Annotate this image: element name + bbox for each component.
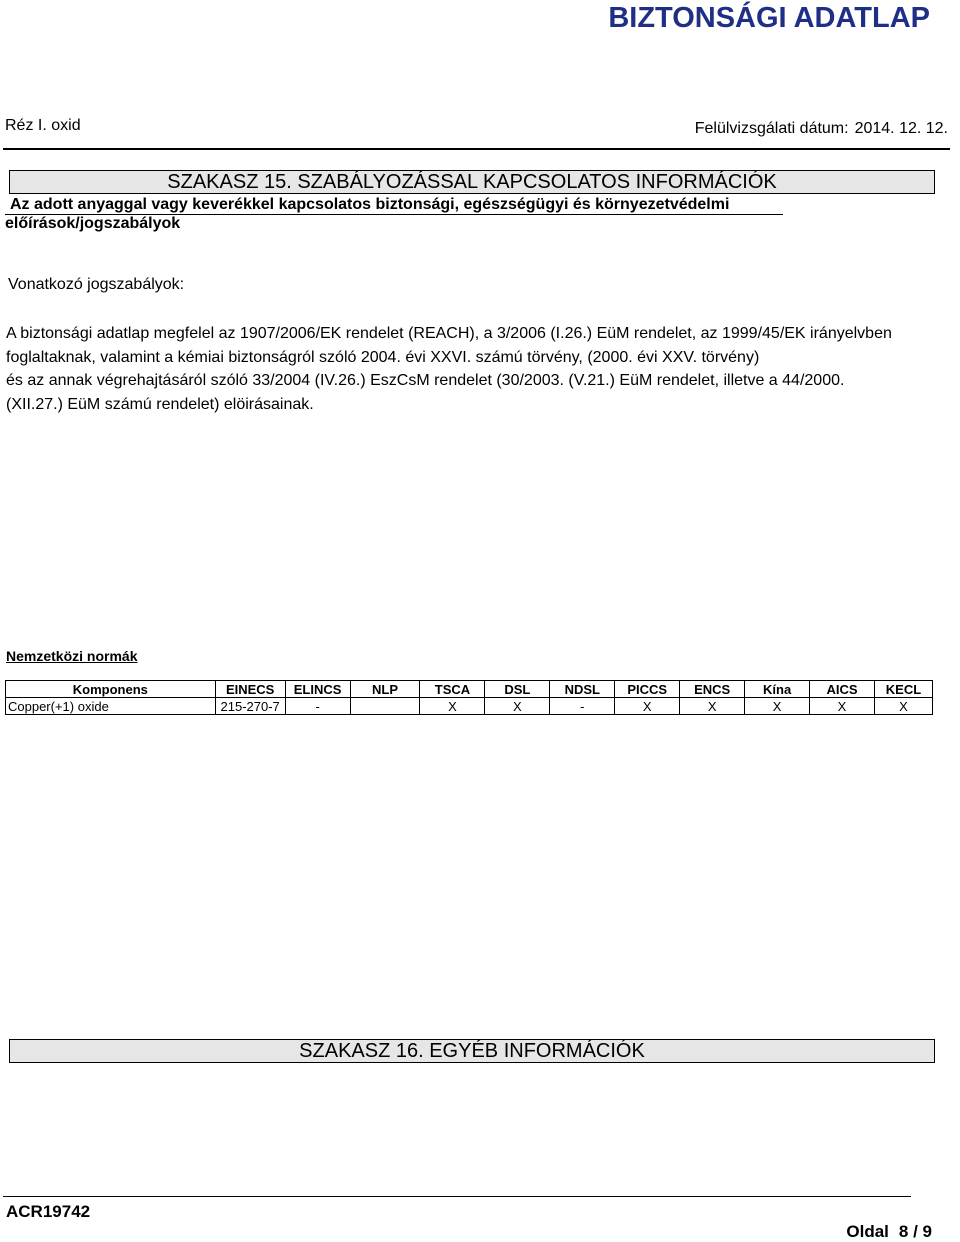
column-header: ELINCS xyxy=(285,681,350,698)
regulation-line: foglaltaknak, valamint a kémiai biztonságról szóló 2004. évi XXVI. számú törvény, (2000. évi XXV. törvény) xyxy=(6,348,760,366)
footer-divider xyxy=(3,1196,911,1197)
table-cell: X xyxy=(420,698,485,715)
table-cell: X xyxy=(745,698,810,715)
table-cell: 215-270-7 xyxy=(215,698,285,715)
column-header: NLP xyxy=(350,681,420,698)
page-label: Oldal xyxy=(846,1222,889,1241)
inventory-table xyxy=(5,680,933,715)
column-header: Komponens xyxy=(6,681,216,698)
related-regulations-label: Vonatkozó jogszabályok: xyxy=(8,276,185,293)
regulation-line: (XII.27.) EüM számú rendelet) elöirásainak. xyxy=(6,395,314,413)
section-16-title: SZAKASZ 16. EGYÉB INFORMÁCIÓK xyxy=(9,1039,935,1063)
revision-date-value: 2014. 12. 12. xyxy=(854,120,948,137)
table-cell: - xyxy=(550,698,615,715)
column-header: Kína xyxy=(745,681,810,698)
table-cell: X xyxy=(680,698,745,715)
document-code: ACR19742 xyxy=(6,1202,91,1221)
section-15-title: SZAKASZ 15. SZABÁLYOZÁSSAL KAPCSOLATOS INFORMÁCIÓK xyxy=(9,170,935,194)
column-header: DSL xyxy=(485,681,550,698)
table-cell xyxy=(350,698,420,715)
column-header: PICCS xyxy=(615,681,680,698)
table-cell: X xyxy=(485,698,550,715)
column-header: KECL xyxy=(874,681,932,698)
column-header: NDSL xyxy=(550,681,615,698)
regulation-text xyxy=(6,322,892,416)
column-header: ENCS xyxy=(680,681,745,698)
table-cell: Copper(+1) oxide xyxy=(6,698,216,715)
regulation-line: és az annak végrehajtásáról szóló 33/2004 (IV.26.) EszCsM rendelet (30/2003. (V.21.) EüM rendelet, illetve a 44/2000. xyxy=(6,372,845,389)
header-divider xyxy=(3,148,950,150)
column-header: AICS xyxy=(810,681,875,698)
page-number: 8 / 9 xyxy=(898,1222,932,1241)
table-row xyxy=(6,698,933,715)
table-cell: X xyxy=(810,698,875,715)
page-indicator xyxy=(846,1222,932,1242)
subsection-heading-line1: Az adott anyaggal vagy keverékkel kapcsolatos biztonsági, egészségügyi és környezetvédelmi xyxy=(5,196,783,215)
regulation-line: A biztonsági adatlap megfelel az 1907/2006/EK rendelet (REACH), a 3/2006 (I.26.) EüM rendelet, az 1999/45/EK irányelvben xyxy=(6,325,892,342)
international-norms-heading: Nemzetközi normák xyxy=(6,648,138,664)
product-name: Réz I. oxid xyxy=(5,117,81,134)
document-title: BIZTONSÁGI ADATLAP xyxy=(608,2,930,34)
column-header: EINECS xyxy=(215,681,285,698)
column-header: TSCA xyxy=(420,681,485,698)
revision-date-line xyxy=(695,120,948,138)
subsection-heading-line2: előírások/jogszabályok xyxy=(5,215,181,232)
table-cell: - xyxy=(285,698,350,715)
subsection-heading xyxy=(5,196,783,233)
table-cell: X xyxy=(615,698,680,715)
revision-date-label: Felülvizsgálati dátum: xyxy=(694,120,849,137)
table-header-row xyxy=(6,681,933,698)
table-cell: X xyxy=(874,698,932,715)
